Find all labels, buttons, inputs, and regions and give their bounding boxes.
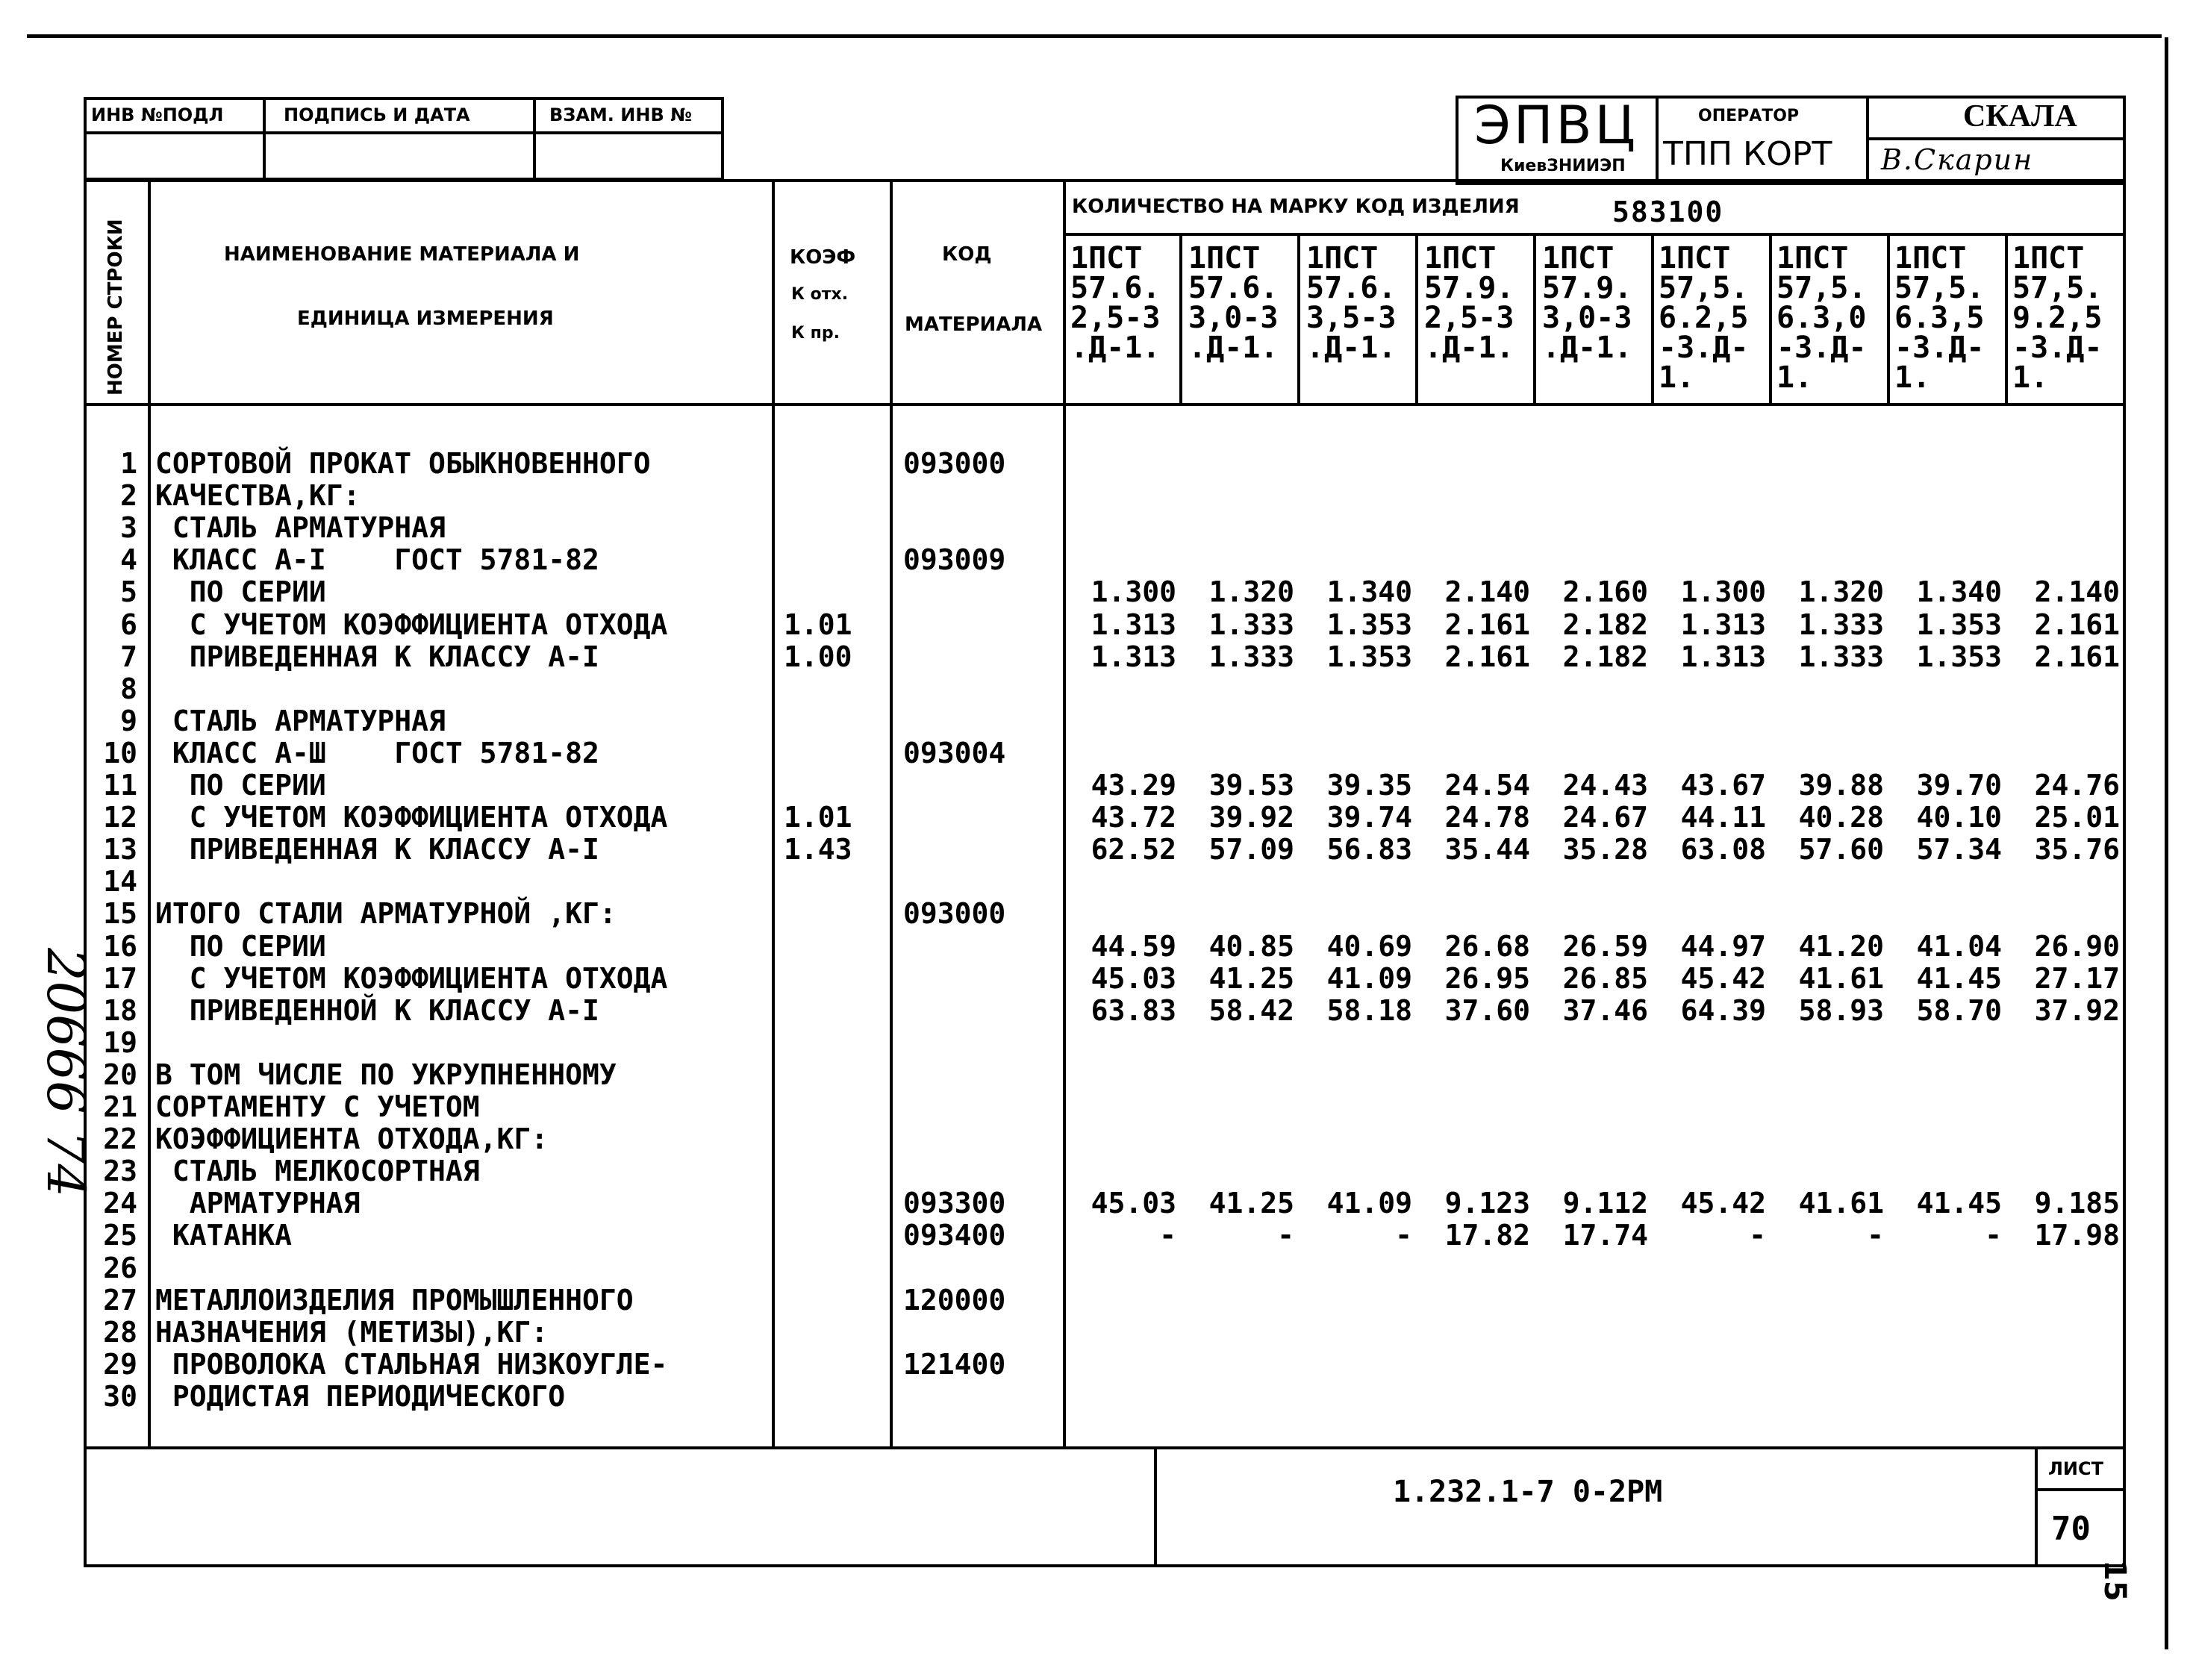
col-sep-name — [772, 179, 775, 1448]
row-material-name: КАЧЕСТВА,КГ: — [155, 479, 361, 513]
row-material-name: АРМАТУРНАЯ — [155, 1187, 361, 1220]
row-quantity-value: 2.161 — [1444, 640, 1530, 673]
quantity-column-header: 1ПСТ 57,5. 6.2,5 -3.Д- 1. — [1659, 243, 1749, 395]
row-number: 1 — [120, 447, 137, 480]
row-quantity-value: 26.85 — [1562, 961, 1648, 995]
footer-sep — [1154, 1446, 1157, 1567]
top-rule — [27, 34, 2162, 38]
row-material-name: СТАЛЬ МЕЛКОСОРТНАЯ — [155, 1155, 480, 1188]
qty-header-divider — [1063, 233, 2126, 236]
row-quantity-value: 41.09 — [1326, 961, 1412, 995]
row-quantity-value: 63.83 — [1091, 993, 1176, 1027]
row-quantity-value: 9.185 — [2034, 1187, 2120, 1220]
row-quantity-value: - — [1749, 1219, 1766, 1252]
row-material-code: 093009 — [903, 543, 1006, 577]
row-number: 17 — [103, 961, 137, 995]
skala-label: СКАЛА — [1963, 99, 2077, 134]
row-quantity-value: 2.160 — [1562, 575, 1648, 609]
stamp-left-sep1 — [263, 97, 266, 181]
row-quantity-value: 2.161 — [2034, 608, 2120, 641]
row-number: 6 — [120, 608, 137, 641]
row-quantity-value: 9.123 — [1444, 1187, 1530, 1220]
row-material-name: СОРТАМЕНТУ С УЧЕТОМ — [155, 1090, 480, 1123]
row-quantity-value: 58.18 — [1326, 993, 1412, 1027]
row-quantity-value: 41.25 — [1208, 1187, 1294, 1220]
right-edge-rule — [2165, 37, 2168, 1649]
row-number: 14 — [103, 865, 137, 899]
row-number: 15 — [103, 897, 137, 931]
row-material-name: С УЧЕТОМ КОЭФФИЦИЕНТА ОТХОДА — [155, 801, 668, 834]
row-quantity-value: 39.92 — [1208, 801, 1294, 834]
row-material-code: 093004 — [903, 736, 1006, 769]
row-quantity-value: 41.61 — [1798, 961, 1884, 995]
row-material-name: ПРИВЕДЕННАЯ К КЛАССУ А-I — [155, 640, 599, 673]
code-header-line2: МАТЕРИАЛА — [905, 313, 1043, 336]
row-number: 10 — [103, 736, 137, 769]
handwritten-archive-number: 20666 74 — [35, 948, 96, 1198]
row-quantity-value: 37.92 — [2034, 993, 2120, 1027]
row-quantity-value: 9.112 — [1562, 1187, 1648, 1220]
row-quantity-value: 41.45 — [1916, 961, 2002, 995]
row-quantity-value: 27.17 — [2034, 961, 2120, 995]
row-quantity-value: 2.140 — [1444, 575, 1530, 609]
row-material-code: 120000 — [903, 1283, 1006, 1317]
row-number: 19 — [103, 1025, 137, 1059]
row-quantity-value: 58.42 — [1208, 993, 1294, 1027]
row-quantity-value: 41.25 — [1208, 961, 1294, 995]
row-quantity-value: 44.59 — [1091, 929, 1176, 963]
row-quantity-value: 26.95 — [1444, 961, 1530, 995]
name-header-line1: НАИМЕНОВАНИЕ МАТЕРИАЛА И — [224, 243, 580, 266]
row-quantity-value: 1.313 — [1091, 608, 1176, 641]
row-quantity-value: 43.72 — [1091, 801, 1176, 834]
row-material-name: С УЧЕТОМ КОЭФФИЦИЕНТА ОТХОДА — [155, 608, 668, 641]
stamp-right-divider — [1866, 137, 2126, 140]
operator-value: ТПП КОРТ — [1663, 135, 1832, 173]
row-material-code: 093300 — [903, 1187, 1006, 1220]
row-quantity-value: 24.43 — [1562, 769, 1648, 802]
row-material-name: ИТОГО СТАЛИ АРМАТУРНОЙ ,КГ: — [155, 897, 617, 931]
row-number: 27 — [103, 1283, 137, 1317]
row-quantity-value: 43.29 — [1091, 769, 1176, 802]
row-quantity-value: 1.353 — [1916, 608, 2002, 641]
row-quantity-value: 25.01 — [2034, 801, 2120, 834]
row-quantity-value: 17.82 — [1444, 1219, 1530, 1252]
document-code: 1.232.1-7 0-2РМ — [1393, 1475, 1663, 1509]
row-material-name: РОДИСТАЯ ПЕРИОДИЧЕСКОГО — [155, 1379, 566, 1413]
row-quantity-value: - — [1985, 1219, 2002, 1252]
row-number: 26 — [103, 1251, 137, 1284]
row-quantity-value: 35.44 — [1444, 833, 1530, 866]
stamp-left-sep2 — [533, 97, 536, 181]
row-quantity-value: 1.300 — [1680, 575, 1766, 609]
row-quantity-value: - — [1277, 1219, 1294, 1252]
row-material-name: КАТАНКА — [155, 1219, 293, 1252]
quantity-column-header: 1ПСТ 57.9. 2,5-3 .Д-1. — [1424, 243, 1514, 365]
inv-label: ИНВ №ПОДЛ — [91, 104, 224, 125]
row-material-name: ПРИВЕДЕННОЙ К КЛАССУ А-I — [155, 993, 599, 1027]
row-quantity-value: 40.10 — [1916, 801, 2002, 834]
row-number: 25 — [103, 1219, 137, 1252]
name-header-line2: ЕДИНИЦА ИЗМЕРЕНИЯ — [297, 307, 554, 330]
row-quantity-value: 58.93 — [1798, 993, 1884, 1027]
row-number: 18 — [103, 993, 137, 1027]
quantity-column-header: 1ПСТ 57,5. 6.3,0 -3.Д- 1. — [1776, 243, 1867, 395]
row-quantity-value: 2.182 — [1562, 608, 1648, 641]
row-quantity-value: 39.70 — [1916, 769, 2002, 802]
row-material-code: 093400 — [903, 1219, 1006, 1252]
row-no-header: НОМЕР СТРОКИ — [104, 219, 127, 396]
row-quantity-value: 26.90 — [2034, 929, 2120, 963]
code-header-line1: КОД — [942, 243, 992, 266]
row-material-name: ПРИВЕДЕННАЯ К КЛАССУ А-I — [155, 833, 599, 866]
row-quantity-value: 1.353 — [1326, 608, 1412, 641]
row-quantity-value: 1.353 — [1916, 640, 2002, 673]
row-number: 20 — [103, 1058, 137, 1091]
row-quantity-value: 57.60 — [1798, 833, 1884, 866]
row-quantity-value: 1.340 — [1326, 575, 1412, 609]
row-number: 21 — [103, 1090, 137, 1123]
sheet-box-divider — [2035, 1488, 2126, 1491]
row-quantity-value: 44.97 — [1680, 929, 1766, 963]
row-quantity-value: 37.46 — [1562, 993, 1648, 1027]
header-bottom-rule — [84, 403, 2126, 406]
row-number: 23 — [103, 1155, 137, 1188]
row-quantity-value: 41.45 — [1916, 1187, 2002, 1220]
row-quantity-value: 58.70 — [1916, 993, 2002, 1027]
row-material-name: С УЧЕТОМ КОЭФФИЦИЕНТА ОТХОДА — [155, 961, 668, 995]
row-quantity-value: 45.03 — [1091, 961, 1176, 995]
row-quantity-value: 35.28 — [1562, 833, 1648, 866]
row-material-name: СТАЛЬ АРМАТУРНАЯ — [155, 704, 446, 737]
quantity-column-header: 1ПСТ 57.6. 3,0-3 .Д-1. — [1188, 243, 1279, 365]
row-quantity-value: 37.60 — [1444, 993, 1530, 1027]
stamp-left-divider — [84, 131, 724, 134]
row-quantity-value: 40.85 — [1208, 929, 1294, 963]
row-material-code: 093000 — [903, 447, 1006, 480]
row-material-name: КОЭФФИЦИЕНТА ОТХОДА,КГ: — [155, 1122, 549, 1156]
stamp-right-sep2 — [1866, 96, 1869, 185]
row-quantity-value: 43.67 — [1680, 769, 1766, 802]
row-quantity-value: 57.34 — [1916, 833, 2002, 866]
row-quantity-value: 62.52 — [1091, 833, 1176, 866]
row-quantity-value: 26.68 — [1444, 929, 1530, 963]
row-material-name: В ТОМ ЧИСЛЕ ПО УКРУПНЕННОМУ — [155, 1058, 617, 1091]
row-number: 2 — [120, 479, 137, 513]
row-number: 3 — [120, 511, 137, 545]
row-material-name: СОРТОВОЙ ПРОКАТ ОБЫКНОВЕННОГО — [155, 447, 651, 480]
row-quantity-value: 41.09 — [1326, 1187, 1412, 1220]
sign-label: ПОДПИСЬ И ДАТА — [284, 104, 470, 125]
row-quantity-value: - — [1395, 1219, 1412, 1252]
row-quantity-value: 24.67 — [1562, 801, 1648, 834]
row-material-name: ПРОВОЛОКА СТАЛЬНАЯ НИЗКОУГЛЕ- — [155, 1347, 668, 1381]
quantity-column-header: 1ПСТ 57,5. 9.2,5 -3.Д- 1. — [2012, 243, 2103, 395]
sheet-number: 70 — [2051, 1510, 2091, 1548]
quantity-column-header: 1ПСТ 57,5. 6.3,5 -3.Д- 1. — [1894, 243, 1985, 395]
row-coefficient: 1.01 — [784, 801, 852, 834]
right-margin-marks: 15 — [2097, 1560, 2132, 1602]
row-quantity-value: 1.333 — [1798, 608, 1884, 641]
row-number: 5 — [120, 575, 137, 609]
product-code: 583100 — [1612, 196, 1724, 228]
quantity-column-header: 1ПСТ 57.6. 3,5-3 .Д-1. — [1306, 243, 1397, 365]
row-quantity-value: 1.333 — [1798, 640, 1884, 673]
row-quantity-value: 17.74 — [1562, 1219, 1648, 1252]
row-number: 13 — [103, 833, 137, 866]
row-number: 8 — [120, 672, 137, 705]
operator-label: ОПЕРАТОР — [1698, 107, 1800, 125]
row-quantity-value: 35.76 — [2034, 833, 2120, 866]
row-quantity-value: 2.182 — [1562, 640, 1648, 673]
sheet-box-left — [2035, 1446, 2038, 1567]
row-quantity-value: 1.333 — [1208, 640, 1294, 673]
koef-header-line1: КОЭФ — [790, 246, 856, 269]
row-quantity-value: 45.42 — [1680, 961, 1766, 995]
row-material-name: КЛАСС А-I ГОСТ 5781-82 — [155, 543, 599, 577]
row-quantity-value: 17.98 — [2034, 1219, 2120, 1252]
row-quantity-value: 39.74 — [1326, 801, 1412, 834]
col-sep-koef — [890, 179, 893, 1448]
row-quantity-value: 2.161 — [1444, 608, 1530, 641]
row-number: 29 — [103, 1347, 137, 1381]
row-quantity-value: 45.03 — [1091, 1187, 1176, 1220]
row-quantity-value: 1.340 — [1916, 575, 2002, 609]
row-material-name: ПО СЕРИИ — [155, 575, 326, 609]
sheet-label: ЛИСТ — [2048, 1458, 2104, 1479]
row-quantity-value: 64.39 — [1680, 993, 1766, 1027]
row-quantity-value: - — [1867, 1219, 1884, 1252]
row-material-code: 093000 — [903, 897, 1006, 931]
row-quantity-value: 39.53 — [1208, 769, 1294, 802]
row-material-code: 121400 — [903, 1347, 1006, 1381]
row-number: 9 — [120, 704, 137, 737]
row-coefficient: 1.00 — [784, 640, 852, 673]
row-number: 7 — [120, 640, 137, 673]
row-number: 22 — [103, 1122, 137, 1156]
row-quantity-value: 1.300 — [1091, 575, 1176, 609]
row-number: 16 — [103, 929, 137, 963]
row-coefficient: 1.43 — [784, 833, 852, 866]
row-quantity-value: 1.320 — [1798, 575, 1884, 609]
quantity-column-header: 1ПСТ 57.6. 2,5-3 .Д-1. — [1070, 243, 1161, 365]
koef-header-line3: К пр. — [791, 324, 840, 343]
row-quantity-value: 1.313 — [1680, 640, 1766, 673]
operator-signature: В.Скарин — [1881, 143, 2034, 176]
row-quantity-value: 41.20 — [1798, 929, 1884, 963]
row-material-name: ПО СЕРИИ — [155, 929, 326, 963]
qty-header-label: КОЛИЧЕСТВО НА МАРКУ КОД ИЗДЕЛИЯ — [1072, 196, 1520, 218]
row-quantity-value: 1.353 — [1326, 640, 1412, 673]
row-quantity-value: 44.11 — [1680, 801, 1766, 834]
vzam-label: ВЗАМ. ИНВ № — [549, 104, 692, 125]
col-sep-rowno — [148, 179, 151, 1448]
row-quantity-value: 1.313 — [1680, 608, 1766, 641]
row-quantity-value: 39.88 — [1798, 769, 1884, 802]
row-quantity-value: 24.78 — [1444, 801, 1530, 834]
row-quantity-value: 1.333 — [1208, 608, 1294, 641]
row-quantity-value: 45.42 — [1680, 1187, 1766, 1220]
koef-header-line2: К отх. — [791, 285, 849, 304]
row-number: 11 — [103, 769, 137, 802]
row-material-name: КЛАСС А-Ш ГОСТ 5781-82 — [155, 736, 599, 769]
row-number: 24 — [103, 1187, 137, 1220]
row-material-name: СТАЛЬ АРМАТУРНАЯ — [155, 511, 446, 545]
row-quantity-value: - — [1159, 1219, 1176, 1252]
quantity-column-header: 1ПСТ 57.9. 3,0-3 .Д-1. — [1542, 243, 1632, 365]
stamp-right-sep1 — [1656, 96, 1659, 185]
row-quantity-value: 39.35 — [1326, 769, 1412, 802]
row-material-name: ПО СЕРИИ — [155, 769, 326, 802]
row-quantity-value: 26.59 — [1562, 929, 1648, 963]
row-quantity-value: 41.04 — [1916, 929, 2002, 963]
row-number: 28 — [103, 1315, 137, 1349]
row-number: 30 — [103, 1379, 137, 1413]
row-quantity-value: 56.83 — [1326, 833, 1412, 866]
epvc-title: ЭПВЦ — [1474, 95, 1638, 156]
row-quantity-value: 1.313 — [1091, 640, 1176, 673]
row-quantity-value: 2.140 — [2034, 575, 2120, 609]
row-quantity-value: 57.09 — [1208, 833, 1294, 866]
row-quantity-value: 1.320 — [1208, 575, 1294, 609]
row-quantity-value: 24.76 — [2034, 769, 2120, 802]
row-quantity-value: 40.69 — [1326, 929, 1412, 963]
row-quantity-value: 24.54 — [1444, 769, 1530, 802]
org-name: КиевЗНИИЭП — [1500, 157, 1626, 175]
row-coefficient: 1.01 — [784, 608, 852, 641]
row-quantity-value: 63.08 — [1680, 833, 1766, 866]
row-number: 12 — [103, 801, 137, 834]
row-material-name: МЕТАЛЛОИЗДЕЛИЯ ПРОМЫШЛЕННОГО — [155, 1283, 634, 1317]
body-bottom-rule — [84, 1446, 2126, 1449]
row-quantity-value: 40.28 — [1798, 801, 1884, 834]
row-quantity-value: 2.161 — [2034, 640, 2120, 673]
row-number: 4 — [120, 543, 137, 577]
row-quantity-value: 41.61 — [1798, 1187, 1884, 1220]
row-material-name: НАЗНАЧЕНИЯ (МЕТИЗЫ),КГ: — [155, 1315, 549, 1349]
